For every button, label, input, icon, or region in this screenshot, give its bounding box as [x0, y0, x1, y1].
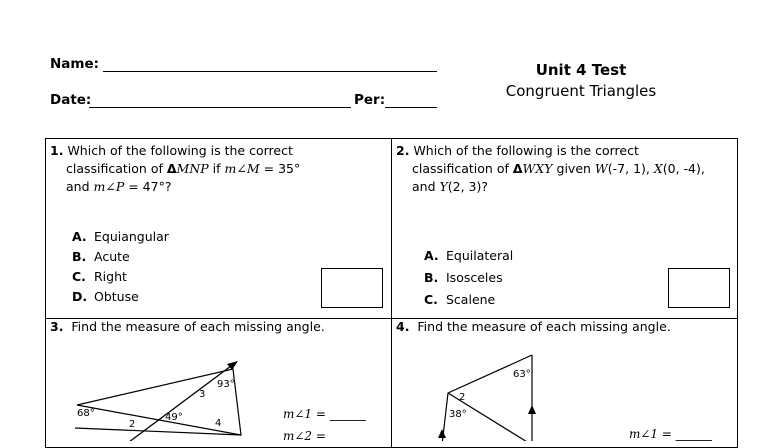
arrow-head-icon [438, 429, 446, 438]
date-label: Date: [50, 92, 92, 108]
triangle-side [75, 428, 241, 435]
angle-number-2: 2 [459, 392, 466, 403]
blank-label: m∠1 = [283, 407, 330, 421]
question-1 [50, 142, 385, 196]
option-c[interactable] [72, 267, 169, 287]
question-1-text: and [66, 179, 94, 194]
point-y: Y [439, 179, 448, 194]
angle-label-63: 63° [513, 369, 531, 380]
blank-line[interactable]: ______ [675, 427, 712, 441]
question-2-options [424, 245, 513, 311]
question-2-line-1: Which of the following is the correct [413, 143, 639, 158]
answer-blank-q3-1[interactable] [283, 407, 366, 421]
option-d[interactable] [72, 287, 169, 307]
angle-label-38: 38° [449, 409, 467, 420]
option-letter: B. [72, 249, 87, 264]
option-b[interactable] [424, 267, 513, 289]
question-1-text: if [208, 161, 225, 176]
option-text: Right [94, 269, 127, 284]
arrow-head-icon [528, 405, 536, 414]
triangle-symbol: Δ [512, 161, 523, 176]
triangle-name: MNP [176, 161, 209, 176]
option-letter: C. [72, 269, 86, 284]
option-text: Isosceles [446, 270, 503, 285]
option-letter: B. [424, 270, 439, 285]
point-w: W [594, 161, 608, 176]
angle-m: m∠M [224, 161, 260, 176]
question-1-options [72, 227, 169, 307]
angle-label-68: 68° [77, 408, 95, 419]
question-4 [396, 318, 671, 336]
question-1-text: classification of [66, 161, 167, 176]
answer-blank-q4-1[interactable] [629, 427, 712, 441]
blank-line[interactable]: ______ [329, 407, 366, 421]
test-subtitle: Congruent Triangles [505, 82, 657, 100]
point-y-coords: (2, 3)? [447, 179, 489, 194]
option-text: Obtuse [94, 289, 139, 304]
option-letter: D. [72, 289, 88, 304]
option-text: Equilateral [446, 248, 514, 263]
angle-label-93: 93° [217, 379, 235, 390]
point-w-coords: (-7, 1), [607, 161, 654, 176]
option-c[interactable] [424, 289, 513, 311]
date-field[interactable] [89, 107, 351, 108]
option-text: Equiangular [94, 229, 169, 244]
angle-p: m∠P [93, 179, 125, 194]
question-2-number: 2. [396, 143, 410, 158]
angle-number-2: 2 [129, 419, 136, 430]
question-3-diagram [45, 345, 295, 441]
angle-p-value: = 47°? [124, 179, 172, 194]
question-1-line-1: Which of the following is the correct [67, 143, 293, 158]
transversal-ray [125, 363, 235, 441]
test-title: Unit 4 Test [535, 61, 627, 79]
period-label: Per: [354, 92, 386, 108]
question-2-text: given [552, 161, 595, 176]
period-field[interactable] [385, 107, 437, 108]
option-text: Scalene [446, 292, 496, 307]
question-3-number: 3. [50, 319, 64, 334]
point-x-coords: (0, -4), [662, 161, 705, 176]
answer-box-2[interactable] [668, 268, 730, 308]
name-label: Name: [50, 56, 100, 72]
option-letter: A. [72, 229, 87, 244]
option-a[interactable] [72, 227, 169, 247]
triangle-name: WXY [522, 161, 553, 176]
option-b[interactable] [72, 247, 169, 267]
question-4-text: Find the measure of each missing angle. [417, 319, 671, 334]
blank-label: m∠2 = [283, 429, 326, 443]
angle-number-3: 3 [199, 389, 206, 400]
angle-number-4: 4 [215, 418, 222, 429]
arrow-head-icon [227, 361, 238, 370]
question-1-number: 1. [50, 143, 64, 158]
name-field[interactable] [103, 71, 437, 72]
question-2 [396, 142, 736, 196]
option-text: Acute [94, 249, 130, 264]
triangle-symbol: Δ [166, 161, 177, 176]
point-x: X [653, 161, 663, 176]
option-a[interactable] [424, 245, 513, 267]
option-letter: A. [424, 248, 439, 263]
answer-box-1[interactable] [321, 268, 383, 308]
option-letter: C. [424, 292, 438, 307]
question-2-text: and [412, 179, 440, 194]
blank-label: m∠1 = [629, 427, 676, 441]
question-2-text: classification of [412, 161, 513, 176]
angle-label-49: 49° [165, 412, 183, 423]
angle-m-value: = 35° [259, 161, 301, 176]
question-3-text: Find the measure of each missing angle. [71, 319, 325, 334]
question-4-number: 4. [396, 319, 410, 334]
question-3 [50, 318, 325, 336]
